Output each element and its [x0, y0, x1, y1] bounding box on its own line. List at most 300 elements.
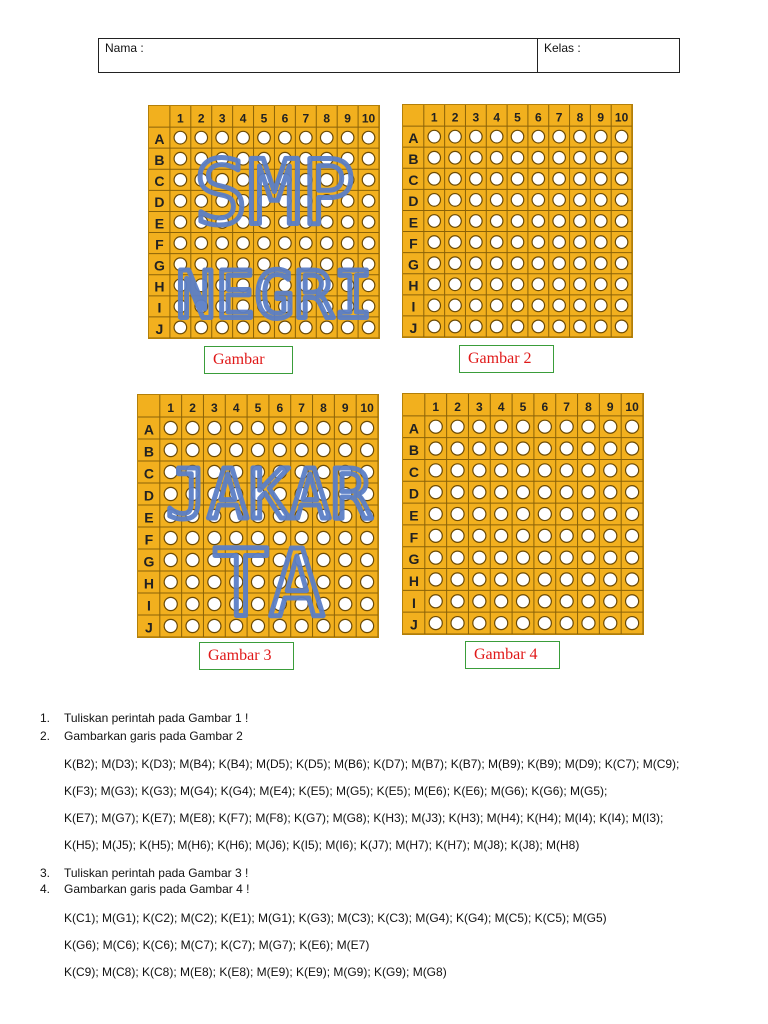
grid-hole	[516, 486, 529, 499]
grid-hole	[164, 421, 177, 434]
grid-hole	[449, 151, 461, 164]
row-label: G	[407, 256, 419, 273]
grid-hole	[362, 173, 375, 186]
grid-hole	[164, 553, 177, 566]
grid-hole	[604, 420, 617, 433]
grid-hole	[604, 617, 617, 630]
grid-hole	[560, 420, 573, 433]
row-label: D	[154, 194, 165, 211]
row-label: B	[408, 151, 419, 168]
grid-hole	[470, 130, 482, 143]
overlay-letters: TA	[212, 529, 325, 637]
grid-hole	[362, 195, 375, 208]
grid-hole	[626, 420, 639, 433]
grid-hole	[604, 507, 617, 520]
grid-hole	[361, 597, 374, 610]
column-label: 3	[472, 110, 480, 125]
q4-command-line: K(C1); M(G1); K(C2); M(C2); K(E1); M(G1); K(G3); M(C3); K(C3); M(G4); K(G4); M(C5); K(C5); M(G5)	[64, 911, 607, 925]
grid-hole	[473, 507, 486, 520]
grid-hole	[532, 194, 544, 207]
overlay-letters: NEGRI	[176, 257, 373, 334]
column-label: 7	[555, 110, 563, 125]
grid-hole	[511, 278, 523, 291]
grid-hole	[511, 320, 523, 333]
row-label: J	[145, 619, 153, 636]
grid-hole	[473, 551, 486, 564]
grid-hole	[615, 257, 627, 270]
grid-hole	[451, 464, 464, 477]
grid-hole	[495, 420, 508, 433]
column-label: 3	[476, 400, 483, 415]
row-label: A	[143, 421, 154, 438]
column-label: 2	[189, 401, 196, 416]
grid-hole	[470, 257, 482, 270]
column-label: 1	[177, 111, 184, 126]
grid-hole	[449, 320, 461, 333]
grid-hole	[490, 215, 502, 228]
grid-hole	[582, 551, 595, 564]
grid-svg	[403, 105, 632, 337]
row-label: B	[154, 152, 165, 169]
row-label: B	[408, 442, 419, 459]
column-label: 7	[563, 400, 570, 415]
row-label: J	[410, 616, 418, 633]
question-number: 3.	[40, 866, 51, 880]
grid-hole	[615, 215, 627, 228]
grid-hole	[516, 464, 529, 477]
row-label: F	[409, 529, 419, 546]
grid-hole	[174, 237, 187, 250]
q4-command-line: K(G6); M(C6); K(C6); M(C7); K(C7); M(G7); K(E6); M(E7)	[64, 938, 370, 952]
grid-figure-1	[148, 105, 380, 339]
grid-hole	[428, 215, 440, 228]
grid-hole	[516, 551, 529, 564]
grid-hole	[595, 194, 607, 207]
column-label: 3	[218, 111, 226, 126]
grid-hole	[560, 507, 573, 520]
grid-hole	[495, 595, 508, 608]
grid-hole	[317, 421, 330, 434]
grid-hole	[538, 507, 551, 520]
column-label: 2	[197, 111, 205, 126]
grid-hole	[490, 278, 502, 291]
column-label: 4	[493, 110, 501, 125]
grid-hole	[595, 172, 607, 185]
grid-hole	[495, 486, 508, 499]
grid-hole	[574, 320, 586, 333]
grid-hole	[574, 194, 586, 207]
question-number: 1.	[40, 711, 51, 725]
grid-hole	[339, 421, 352, 434]
grid-hole	[511, 194, 523, 207]
grid-hole	[553, 194, 565, 207]
row-label: I	[411, 298, 416, 315]
grid-hole	[362, 237, 375, 250]
grid-hole	[470, 194, 482, 207]
q2-command-line: K(F3); M(G3); K(G3); M(G4); K(G4); M(E4); K(E5); M(G5); K(E5); M(E6); K(E6); M(G6); K(G6); M(G5);	[64, 784, 608, 798]
row-label: C	[408, 463, 419, 480]
grid-hole	[538, 529, 551, 542]
grid-hole	[362, 216, 375, 229]
column-label: 5	[260, 111, 268, 126]
grid-hole	[615, 194, 627, 207]
grid-hole	[429, 595, 442, 608]
column-label: 9	[606, 400, 614, 415]
grid-hole	[553, 299, 565, 312]
grid-figure-4	[402, 393, 644, 635]
grid-hole	[428, 194, 440, 207]
grid-hole	[538, 442, 551, 455]
row-label: B	[143, 443, 154, 460]
row-label: H	[408, 573, 419, 589]
grid-hole	[516, 507, 529, 520]
grid-hole	[362, 152, 375, 165]
grid-hole	[428, 299, 440, 312]
column-label: 6	[276, 401, 284, 416]
grid-hole	[516, 595, 529, 608]
grid-hole	[574, 151, 586, 164]
grid-hole	[560, 464, 573, 477]
grid-hole	[473, 617, 486, 630]
grid-hole	[532, 236, 544, 249]
grid-hole	[449, 236, 461, 249]
row-label: J	[155, 320, 164, 337]
grid-hole	[490, 236, 502, 249]
row-label: C	[408, 172, 419, 189]
grid-hole	[473, 529, 486, 542]
row-label: E	[144, 509, 154, 526]
grid-hole	[626, 507, 639, 520]
grid-hole	[560, 442, 573, 455]
grid-hole	[532, 299, 544, 312]
grid-svg	[149, 106, 379, 338]
grid-hole	[516, 573, 529, 586]
grid-hole	[451, 486, 464, 499]
row-label: I	[146, 597, 151, 614]
grid-hole	[595, 278, 607, 291]
grid-hole	[553, 257, 565, 270]
grid-hole	[362, 131, 375, 144]
column-label: 5	[254, 401, 262, 416]
grid-hole	[553, 172, 565, 185]
row-label: G	[154, 257, 165, 274]
grid-hole	[511, 130, 523, 143]
grid-figure-3	[137, 394, 379, 638]
grid-hole	[615, 151, 627, 164]
grid-hole	[532, 278, 544, 291]
grid-hole	[230, 443, 243, 456]
row-label: F	[144, 531, 154, 548]
grid-hole	[428, 151, 440, 164]
grid-hole	[490, 320, 502, 333]
grid-hole	[429, 529, 442, 542]
grid-hole	[428, 236, 440, 249]
grid-hole	[451, 595, 464, 608]
row-label: E	[408, 214, 419, 231]
grid-hole	[538, 595, 551, 608]
question-number: 4.	[40, 882, 51, 896]
grid-hole	[538, 617, 551, 630]
figure-1-caption: Gambar	[204, 346, 293, 374]
grid-hole	[451, 617, 464, 630]
grid-hole	[495, 551, 508, 564]
class-field[interactable]: Kelas :	[544, 41, 581, 55]
question-text: Tuliskan perintah pada Gambar 1 !	[64, 711, 249, 725]
grid-svg	[138, 395, 378, 637]
grid-hole	[495, 617, 508, 630]
row-label: C	[154, 173, 165, 190]
name-field[interactable]: Nama :	[99, 39, 538, 72]
column-label: 9	[341, 401, 349, 416]
grid-hole	[361, 443, 374, 456]
grid-hole	[273, 443, 286, 456]
column-label: 6	[281, 111, 289, 126]
column-label: 10	[361, 111, 376, 126]
question-text: Tuliskan perintah pada Gambar 3 !	[64, 866, 249, 880]
column-label: 1	[167, 401, 175, 416]
grid-hole	[615, 320, 627, 333]
column-label: 5	[519, 400, 527, 415]
grid-hole	[429, 617, 442, 630]
grid-hole	[553, 236, 565, 249]
grid-hole	[560, 486, 573, 499]
grid-hole	[186, 575, 199, 588]
row-label: G	[408, 551, 420, 568]
grid-hole	[538, 573, 551, 586]
grid-hole	[451, 529, 464, 542]
grid-hole	[626, 551, 639, 564]
grid-svg	[403, 394, 643, 634]
grid-hole	[164, 443, 177, 456]
grid-hole	[595, 236, 607, 249]
grid-hole	[604, 442, 617, 455]
grid-hole	[582, 507, 595, 520]
grid-hole	[186, 619, 199, 632]
grid-hole	[449, 172, 461, 185]
column-label: 9	[344, 111, 351, 126]
row-label: J	[409, 319, 418, 336]
q2-command-line: K(B2); M(D3); K(D3); M(B4); K(B4); M(D5); K(D5); M(B6); K(D7); M(B7); K(B7); M(B9); K(B9); M(D9); K(C7); M(C9);	[64, 757, 680, 771]
grid-hole	[473, 464, 486, 477]
grid-hole	[595, 320, 607, 333]
column-label: 10	[360, 401, 374, 416]
grid-hole	[428, 130, 440, 143]
grid-hole	[429, 486, 442, 499]
grid-hole	[186, 597, 199, 610]
column-label: 6	[541, 400, 549, 415]
grid-hole	[186, 443, 199, 456]
grid-hole	[361, 575, 374, 588]
grid-hole	[595, 151, 607, 164]
grid-hole	[186, 421, 199, 434]
row-label: H	[408, 277, 419, 294]
grid-hole	[208, 421, 221, 434]
grid-hole	[495, 464, 508, 477]
grid-hole	[560, 595, 573, 608]
grid-hole	[626, 464, 639, 477]
grid-hole	[560, 617, 573, 630]
grid-hole	[604, 464, 617, 477]
grid-hole	[339, 597, 352, 610]
row-label: G	[143, 553, 155, 570]
row-label: I	[411, 594, 416, 611]
grid-hole	[516, 420, 529, 433]
grid-hole	[560, 573, 573, 586]
grid-hole	[582, 420, 595, 433]
grid-hole	[532, 151, 544, 164]
grid-hole	[574, 215, 586, 228]
row-label: F	[409, 235, 418, 252]
grid-hole	[553, 278, 565, 291]
grid-hole	[429, 464, 442, 477]
figure-2-caption: Gambar 2	[459, 345, 554, 373]
grid-hole	[511, 151, 523, 164]
column-label: 6	[534, 110, 542, 125]
grid-hole	[560, 529, 573, 542]
grid-hole	[516, 529, 529, 542]
grid-hole	[626, 529, 639, 542]
grid-hole	[626, 617, 639, 630]
column-label: 5	[514, 110, 521, 125]
grid-hole	[339, 443, 352, 456]
grid-hole	[595, 257, 607, 270]
column-label: 8	[320, 401, 327, 416]
grid-hole	[538, 551, 551, 564]
column-label: 9	[597, 110, 605, 125]
grid-hole	[208, 443, 221, 456]
grid-hole	[626, 442, 639, 455]
grid-hole	[516, 442, 529, 455]
grid-hole	[473, 420, 486, 433]
grid-hole	[473, 442, 486, 455]
grid-hole	[428, 278, 440, 291]
row-label: H	[154, 278, 165, 295]
grid-hole	[251, 421, 264, 434]
grid-hole	[582, 486, 595, 499]
grid-hole	[428, 257, 440, 270]
column-label: 4	[497, 400, 505, 415]
grid-hole	[230, 421, 243, 434]
column-label: 4	[239, 111, 247, 126]
grid-hole	[449, 299, 461, 312]
grid-hole	[582, 529, 595, 542]
grid-hole	[511, 257, 523, 270]
grid-hole	[429, 442, 442, 455]
grid-hole	[574, 236, 586, 249]
row-label: E	[409, 507, 419, 524]
grid-hole	[273, 421, 286, 434]
grid-hole	[595, 130, 607, 143]
grid-hole	[553, 320, 565, 333]
grid-hole	[429, 551, 442, 564]
grid-hole	[339, 575, 352, 588]
grid-hole	[532, 320, 544, 333]
grid-hole	[615, 278, 627, 291]
grid-hole	[626, 595, 639, 608]
grid-hole	[615, 172, 627, 185]
grid-hole	[470, 151, 482, 164]
column-label: 8	[323, 111, 331, 126]
grid-hole	[174, 216, 187, 229]
grid-hole	[428, 320, 440, 333]
grid-hole	[582, 573, 595, 586]
grid-hole	[604, 551, 617, 564]
question-text: Gambarkan garis pada Gambar 2	[64, 729, 243, 743]
grid-hole	[295, 443, 308, 456]
overlay-letters: JAKAR	[166, 455, 372, 535]
grid-hole	[174, 195, 187, 208]
grid-hole	[429, 573, 442, 586]
grid-hole	[429, 507, 442, 520]
grid-hole	[574, 299, 586, 312]
grid-hole	[449, 130, 461, 143]
figure-4-caption: Gambar 4	[465, 641, 560, 669]
grid-hole	[495, 573, 508, 586]
grid-hole	[361, 421, 374, 434]
grid-hole	[553, 151, 565, 164]
grid-hole	[449, 215, 461, 228]
grid-hole	[532, 172, 544, 185]
grid-hole	[490, 130, 502, 143]
column-label: 10	[625, 400, 639, 415]
grid-hole	[604, 573, 617, 586]
grid-hole	[553, 130, 565, 143]
grid-hole	[582, 464, 595, 477]
grid-hole	[495, 529, 508, 542]
grid-hole	[186, 553, 199, 566]
grid-hole	[532, 130, 544, 143]
grid-hole	[470, 299, 482, 312]
grid-hole	[582, 442, 595, 455]
question-text: Gambarkan garis pada Gambar 4 !	[64, 882, 250, 896]
grid-hole	[451, 551, 464, 564]
student-info-header	[98, 38, 680, 73]
grid-hole	[428, 172, 440, 185]
column-label: 3	[211, 401, 218, 416]
grid-hole	[495, 507, 508, 520]
question-number: 2.	[40, 729, 51, 743]
grid-hole	[451, 442, 464, 455]
column-label: 8	[576, 110, 584, 125]
grid-hole	[470, 215, 482, 228]
grid-hole	[473, 486, 486, 499]
grid-hole	[582, 617, 595, 630]
grid-hole	[604, 595, 617, 608]
grid-hole	[317, 443, 330, 456]
grid-hole	[516, 617, 529, 630]
grid-hole	[574, 257, 586, 270]
grid-hole	[174, 131, 187, 144]
row-label: C	[143, 465, 154, 482]
grid-hole	[451, 573, 464, 586]
row-label: D	[408, 485, 419, 502]
row-label: A	[408, 420, 419, 437]
figure-3-caption: Gambar 3	[199, 642, 294, 670]
grid-hole	[451, 420, 464, 433]
row-label: A	[408, 129, 419, 146]
row-label: A	[154, 130, 165, 147]
grid-hole	[626, 486, 639, 499]
row-label: E	[154, 215, 165, 232]
row-label: D	[143, 487, 154, 504]
grid-hole	[574, 172, 586, 185]
grid-hole	[560, 551, 573, 564]
column-label: 2	[451, 110, 459, 125]
grid-hole	[449, 194, 461, 207]
row-label: D	[408, 193, 419, 210]
grid-hole	[604, 529, 617, 542]
grid-hole	[451, 507, 464, 520]
